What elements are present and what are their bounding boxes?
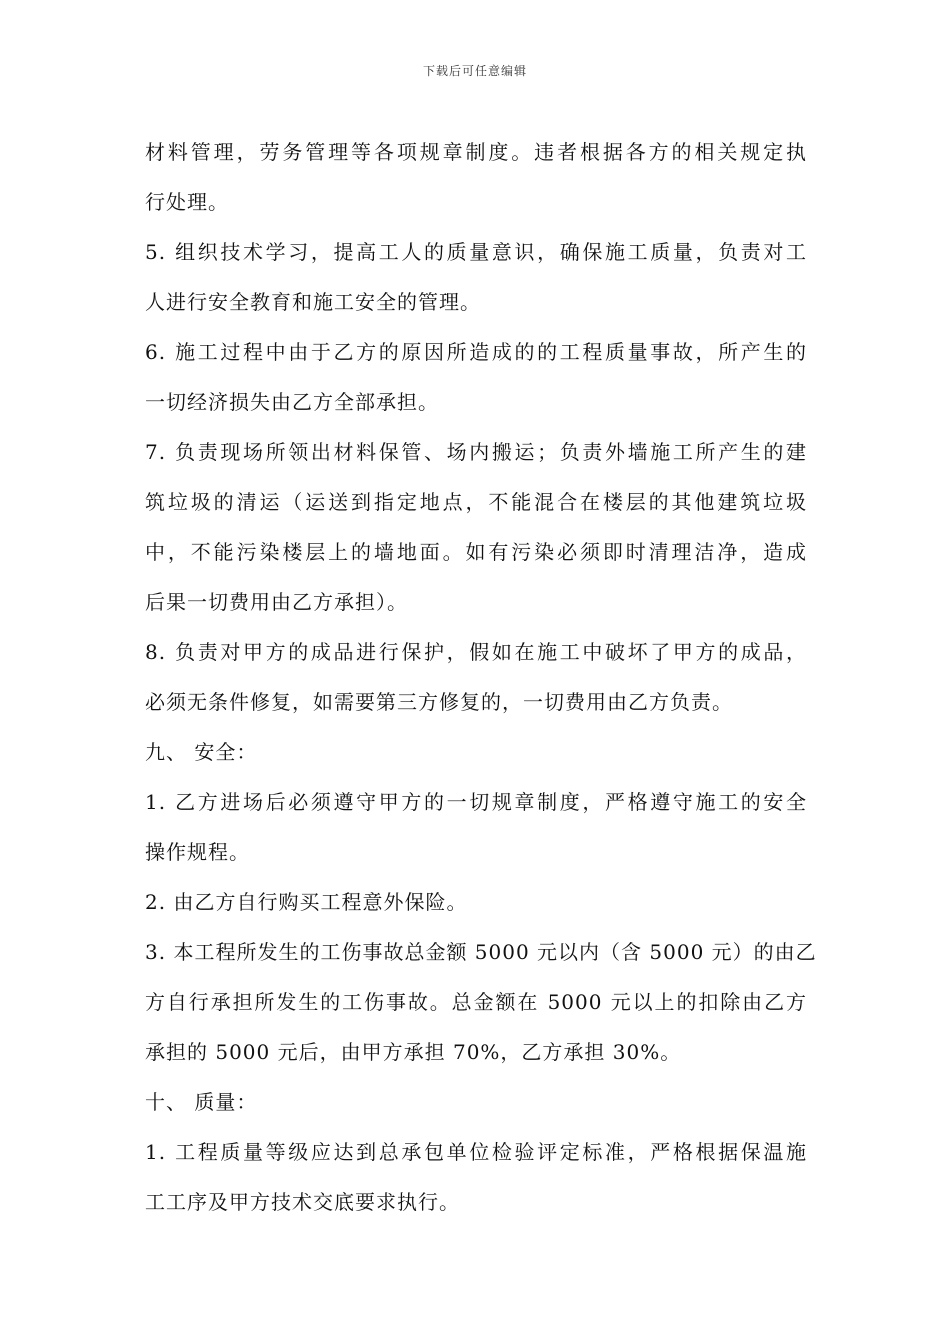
- text-line: 必须无条件修复，如需要第三方修复的，一切费用由乙方负责。: [145, 690, 733, 714]
- text-line: 人进行安全教育和施工安全的管理。: [145, 290, 481, 314]
- page-header: 下载后可任意编辑: [422, 64, 527, 78]
- text-line: 十、 质量：: [145, 1090, 258, 1114]
- text-line: 材料管理，劳务管理等各项规章制度。违者根据各方的相关规定执: [145, 140, 807, 164]
- text-line: 后果一切费用由乙方承担）。: [145, 590, 408, 614]
- text-line: 工工序及甲方技术交底要求执行。: [145, 1190, 460, 1214]
- text-line: 8. 负责对甲方的成品进行保护，假如在施工中破坏了甲方的成品，: [145, 640, 807, 664]
- text-line: 承担的 5000 元后，由甲方承担 70%，乙方承担 30%。: [145, 1040, 682, 1064]
- text-line: 1. 工程质量等级应达到总承包单位检验评定标准，严格根据保温施: [145, 1140, 807, 1164]
- document-body: [145, 127, 817, 1227]
- text-line: 中，不能污染楼层上的墙地面。如有污染必须即时清理洁净，造成: [145, 540, 807, 564]
- text-line: 7. 负责现场所领出材料保管、场内搬运；负责外墙施工所产生的建: [145, 440, 807, 464]
- text-line: 一切经济损失由乙方全部承担。: [145, 390, 439, 414]
- text-line: 3. 本工程所发生的工伤事故总金额 5000 元以内（含 5000 元）的由乙: [145, 940, 817, 964]
- text-line: 行处理。: [145, 190, 229, 214]
- text-line: 2. 由乙方自行购买工程意外保险。: [145, 890, 468, 914]
- text-line: 操作规程。: [145, 840, 250, 864]
- text-line: 5. 组织技术学习，提高工人的质量意识，确保施工质量，负责对工: [145, 240, 807, 264]
- text-line: 筑垃圾的清运（运送到指定地点，不能混合在楼层的其他建筑垃圾: [145, 490, 807, 514]
- text-line: 1. 乙方进场后必须遵守甲方的一切规章制度，严格遵守施工的安全: [145, 790, 807, 814]
- text-line: 九、 安全：: [145, 740, 258, 764]
- text-line: 方自行承担所发生的工伤事故。总金额在 5000 元以上的扣除由乙方: [145, 990, 807, 1014]
- text-line: 6. 施工过程中由于乙方的原因所造成的的工程质量事故，所产生的: [145, 340, 807, 364]
